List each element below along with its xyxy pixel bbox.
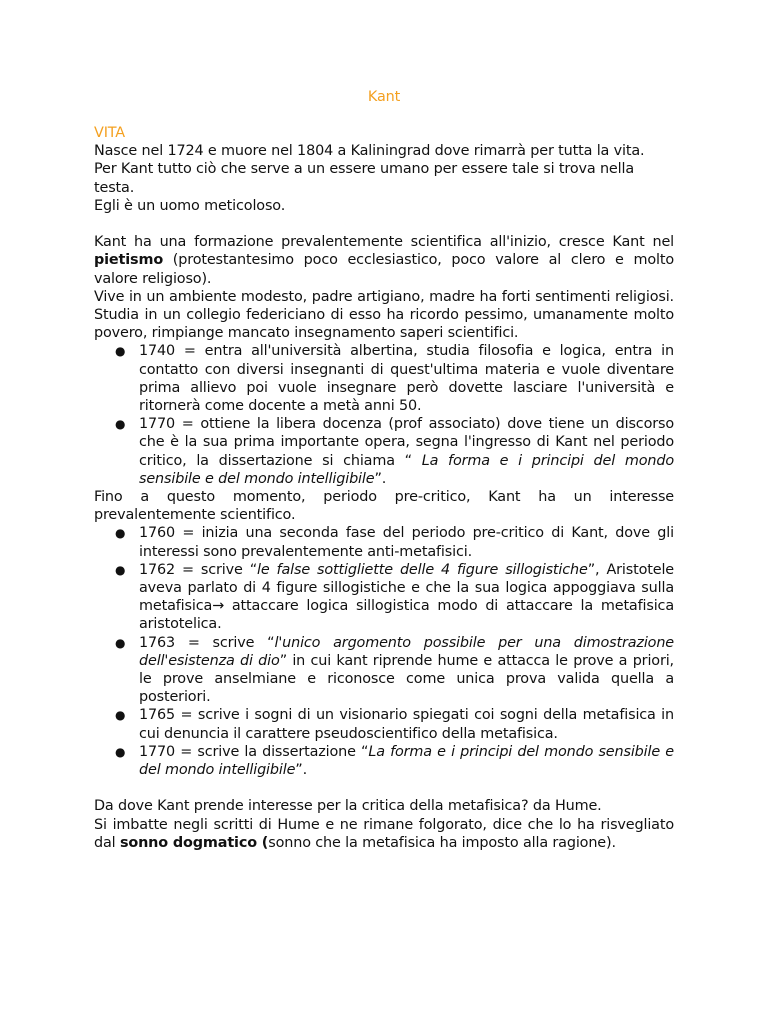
pietismo-bold: pietismo — [94, 252, 164, 269]
list-item-1740 — [94, 342, 674, 415]
blank-line — [94, 779, 674, 797]
list-item-text-after: ”, Aristotele aveva parlato di 4 figure sillogistiche e che la sua logica appoggiava sulla metafisica→ attaccare logica sillogistica modo di attaccare la metafisica aristotelica. — [139, 561, 674, 633]
list-item-text: 1765 = scrive i sogni di un visionario spiegati coi sogni della metafisica in cui denuncia il carattere pseudoscientifico della metafisica. — [139, 707, 674, 742]
hume-paragraph — [94, 816, 674, 852]
document-title: Kant — [367, 89, 401, 105]
formation-text-after: (protestantesimo poco ecclesiastico, poco valore al clero e molto valore religioso). — [94, 252, 674, 287]
bullet-icon: ● — [115, 708, 126, 723]
list-item-text-before: 1762 = scrive “ — [139, 561, 258, 578]
list-item-1763 — [94, 634, 674, 707]
bullet-icon: ● — [115, 417, 126, 432]
intro-line-head: Per Kant tutto ciò che serve a un essere umano per essere tale si trova nella testa. — [94, 161, 634, 196]
list-item-1762 — [94, 561, 674, 634]
bullet-icon: ● — [115, 344, 126, 359]
early-life-list — [94, 342, 674, 488]
dissertation-title-italic: La forma e i principi del mondo sensibile e del mondo intelligibile — [139, 743, 674, 779]
hume-question: Da dove Kant prende interesse per la critica della metafisica? da Hume. — [94, 798, 602, 815]
environment-paragraph: Vive in un ambiente modesto, padre artigiano, madre ha forti sentimenti religiosi. Studia in un collegio federiciano di esso ha ricordo pessimo, umanamente molto povero, rimpiange mancato insegnamento saperi scientifici. — [94, 288, 674, 342]
list-item-text-after: ” in cui kant riprende hume e attacca le prove a priori, le prove anselmiane e riconosce come unica prova valida quella a posteriori. — [139, 652, 674, 706]
precritic-works-list — [94, 524, 674, 779]
intro-line-birth: Nasce nel 1724 e muore nel 1804 a Kaliningrad dove rimarrà per tutta la vita. — [94, 143, 645, 160]
list-item-text-before: 1770 = scrive la dissertazione “ — [139, 743, 369, 760]
formation-paragraph — [94, 233, 674, 288]
list-item-text-before: 1763 = scrive “ — [139, 634, 275, 651]
blank-line — [94, 215, 674, 233]
list-item-1770-dissertazione — [94, 743, 674, 779]
list-item-1770-docenza — [94, 415, 674, 488]
list-item-text: 1760 = inizia una seconda fase del periodo pre-critico di Kant, dove gli interessi sono prevalentemente anti-metafisici. — [139, 525, 674, 560]
list-item-text: 1740 = entra all'università albertina, studia filosofia e logica, entra in contatto con diversi insegnanti di quest'ultima materia e vuole diventare prima allievo poi vuole insegnare però dovette lasciare l'università e ritornerà come docente a metà anni 50. — [139, 343, 674, 415]
work-title-italic: l'unico argomento possibile per una dimostrazione dell'esistenza di dio — [139, 634, 674, 669]
formation-text-before: Kant ha una formazione prevalentemente scientifica all'inizio, cresce Kant nel — [94, 234, 674, 251]
sonno-dogmatico-bold: sonno dogmatico ( — [119, 834, 269, 851]
bullet-icon: ● — [115, 562, 126, 577]
hume-text-before: Si imbatte negli scritti di Hume e ne rimane folgorato, dice che lo ha risvegliato dal — [94, 816, 674, 851]
list-item-text-after: ”. — [295, 762, 308, 779]
work-title-italic: le false sottigliette delle 4 figure sillogistiche — [257, 561, 588, 578]
list-item-text-after: ”. — [374, 470, 387, 487]
section-heading-vita: VITA — [94, 125, 126, 141]
intro-line-meticulous: Egli è un uomo meticoloso. — [94, 197, 286, 214]
list-item-1760 — [94, 524, 674, 560]
precritic-paragraph: Fino a questo momento, periodo pre-critico, Kant ha un interesse prevalentemente scientifico. — [94, 489, 674, 524]
bullet-icon: ● — [115, 635, 126, 650]
bullet-icon: ● — [115, 526, 126, 541]
document-page — [94, 88, 674, 852]
bullet-icon: ● — [115, 744, 126, 759]
hume-text-after: sonno che la metafisica ha imposto alla ragione). — [268, 834, 616, 851]
list-item-text-before: 1770 = ottiene la libera docenza (prof associato) dove tiene un discorso che è la sua prima importante opera, segna l'ingresso di Kant nel periodo critico, la dissertazione si chiama “ — [139, 416, 674, 469]
list-item-1765 — [94, 706, 674, 742]
dissertation-title-italic: La forma e i principi del mondo sensibile e del mondo intelligibile — [139, 452, 674, 487]
